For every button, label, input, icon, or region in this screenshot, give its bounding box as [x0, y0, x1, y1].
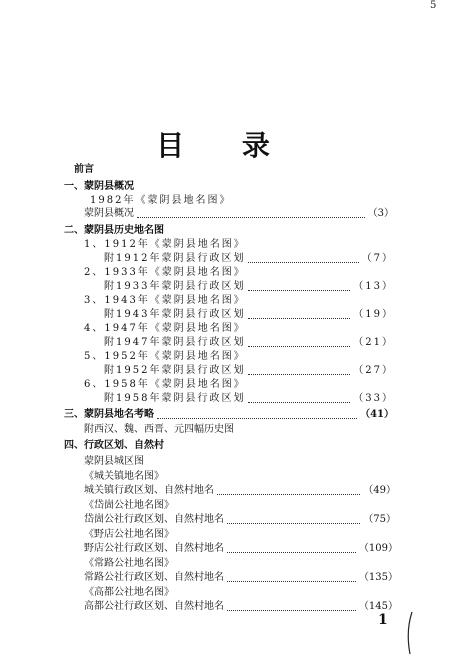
- toc-entry[interactable]: [84, 484, 396, 498]
- toc-entry-text: 城关镇行政区划、自然村地名: [84, 485, 214, 496]
- toc-entry[interactable]: [84, 238, 246, 252]
- dot-leader: [227, 552, 356, 553]
- toc-entry-preface[interactable]: [74, 163, 94, 177]
- dot-leader: [248, 318, 350, 319]
- toc-entry[interactable]: [104, 308, 394, 322]
- toc-entry-text: 附1912年蒙阴县行政区划: [104, 253, 246, 264]
- toc-entry-text: 《岱崮公社地名图》: [84, 500, 174, 511]
- toc-entry[interactable]: [84, 322, 246, 336]
- toc-entry-text: 《常路公社地名图》: [84, 558, 174, 569]
- toc-entry[interactable]: [84, 499, 174, 513]
- toc-entry-text: 6、1958年《蒙阴县地名图》: [84, 379, 246, 390]
- toc-entry-text: 野店公社行政区划、自然村地名: [84, 543, 224, 554]
- toc-entry[interactable]: [84, 423, 234, 437]
- pen-mark: [402, 610, 420, 656]
- toc-entry[interactable]: [84, 378, 246, 392]
- toc-entry[interactable]: [84, 294, 246, 308]
- toc-page-number: （21）: [353, 337, 394, 348]
- toc-entry-text: 3、1943年《蒙阴县地名图》: [84, 295, 246, 306]
- toc-entry-text: 4、1947年《蒙阴县地名图》: [84, 323, 246, 334]
- corner-mark: 5: [430, 0, 437, 11]
- toc-entry[interactable]: [84, 586, 174, 600]
- toc-page-number: （49）: [363, 485, 396, 496]
- toc-page-number: （109）: [358, 543, 398, 554]
- toc-entry-text: 《高都公社地名图》: [84, 587, 174, 598]
- toc-page-number: （13）: [353, 281, 394, 292]
- toc-section-3[interactable]: [64, 408, 394, 422]
- toc-entry-text: 蒙阴县概况: [84, 208, 134, 219]
- toc-entry-text: 三、蒙阴县地名考略: [64, 409, 154, 420]
- toc-entry-text: 常路公社行政区划、自然村地名: [84, 572, 224, 583]
- dot-leader: [248, 402, 350, 403]
- toc-entry-text: 二、蒙阴县历史地名图: [64, 225, 164, 236]
- page-title: 目 录: [156, 129, 294, 162]
- toc-entry[interactable]: [104, 252, 394, 266]
- dot-leader: [248, 262, 358, 263]
- toc-entry[interactable]: [104, 280, 394, 294]
- toc-page-number: （7）: [361, 253, 394, 264]
- toc-entry-text: 1、1912年《蒙阴县地名图》: [84, 239, 246, 250]
- toc-entry-text: 附1952年蒙阴县行政区划: [104, 365, 246, 376]
- dot-leader: [248, 290, 350, 291]
- toc-entry-text: 附1943年蒙阴县行政区划: [104, 309, 246, 320]
- toc-page-number: （41）: [360, 409, 394, 420]
- toc-entry[interactable]: [84, 266, 246, 280]
- dot-leader: [157, 418, 357, 419]
- toc-entry[interactable]: [84, 350, 246, 364]
- toc-entry[interactable]: [84, 470, 164, 484]
- dot-leader: [248, 374, 350, 375]
- toc-page-number: （3）: [367, 208, 394, 219]
- toc-section-4[interactable]: [64, 439, 164, 453]
- toc-entry-text: 5、1952年《蒙阴县地名图》: [84, 351, 246, 362]
- toc-entry-text: 2、1933年《蒙阴县地名图》: [84, 267, 246, 278]
- dot-leader: [227, 610, 356, 611]
- toc-entry-text: 高都公社行政区划、自然村地名: [84, 601, 224, 612]
- toc-entry-text: 附1958年蒙阴县行政区划: [104, 393, 246, 404]
- toc-page-number: （19）: [353, 309, 394, 320]
- toc-section-1[interactable]: [64, 180, 134, 194]
- toc-page-number: （33）: [353, 393, 394, 404]
- dot-leader: [217, 494, 360, 495]
- toc-entry-text: 《城关镇地名图》: [84, 471, 164, 482]
- toc-entry[interactable]: [84, 207, 394, 221]
- toc-page-number: （145）: [358, 601, 398, 612]
- toc-entry[interactable]: [84, 455, 144, 469]
- toc-entry-text: 附1933年蒙阴县行政区划: [104, 281, 246, 292]
- toc-entry[interactable]: [104, 392, 394, 406]
- toc-entry-text: 一、蒙阴县概况: [64, 181, 134, 192]
- toc-page-number: （135）: [358, 572, 398, 583]
- page-number: 1: [378, 612, 388, 628]
- toc-entry[interactable]: [104, 364, 394, 378]
- toc-page-number: （75）: [363, 514, 396, 525]
- toc-entry-text: 四、行政区划、自然村: [64, 440, 164, 451]
- toc-entry-text: 岱崮公社行政区划、自然村地名: [84, 514, 224, 525]
- toc-entry[interactable]: [84, 528, 174, 542]
- toc-entry-text: 1982年《蒙阴县地名图》: [90, 195, 232, 206]
- toc-entry[interactable]: [104, 336, 394, 350]
- toc-entry[interactable]: [90, 194, 231, 208]
- dot-leader: [248, 346, 350, 347]
- toc-page-number: （27）: [353, 365, 394, 376]
- toc-entry[interactable]: [84, 600, 398, 614]
- toc-entry[interactable]: [84, 571, 398, 585]
- toc-entry-text: 前言: [74, 164, 94, 175]
- dot-leader: [227, 581, 356, 582]
- toc-entry-text: 附西汉、魏、西晋、元四幅历史图: [84, 424, 234, 435]
- toc-entry[interactable]: [84, 557, 174, 571]
- toc-entry[interactable]: [84, 542, 398, 556]
- dot-leader: [137, 217, 365, 218]
- toc-entry[interactable]: [84, 513, 396, 527]
- toc-entry-text: 蒙阴县城区图: [84, 456, 144, 467]
- dot-leader: [227, 523, 360, 524]
- toc-section-2[interactable]: [64, 224, 164, 238]
- toc-entry-text: 《野店公社地名图》: [84, 529, 174, 540]
- toc-entry-text: 附1947年蒙阴县行政区划: [104, 337, 246, 348]
